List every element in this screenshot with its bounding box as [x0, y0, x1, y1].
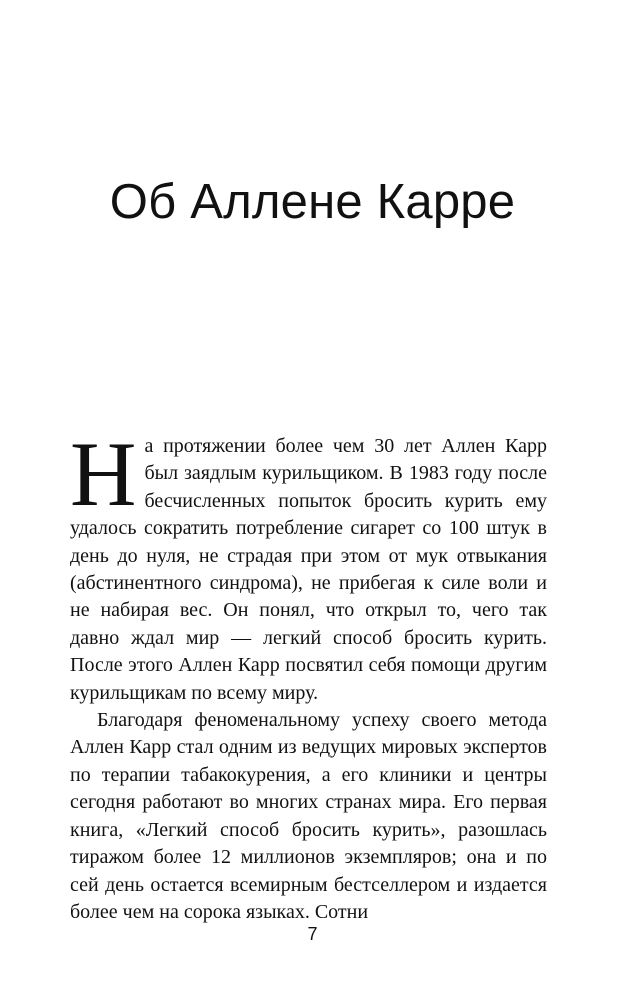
body-text: [70, 423, 547, 926]
page-title: Об Аллене Карре: [109, 175, 516, 229]
page-number: 7: [307, 924, 318, 944]
paragraph-1: [70, 423, 547, 707]
paragraph-1-text: а протяжении более чем 30 лет Аллен Карр был заядлым курильщиком. В 1983 году после бесчисленных попыток бросить курить ему удалось сократить потребление сигарет со 100 штук в день до нуля, не страдая при этом от мук отвыкания (абстинентного синдрома), не прибегая к силе воли и не набирая вес. Он понял, что открыл то, чего так давно ждал мир — легкий способ бросить курить. После этого Аллен Карр посвятил себя помощи другим курильщикам по всему миру.: [70, 435, 547, 704]
drop-cap: Н: [70, 423, 137, 525]
paragraph-2: Благодаря феноменальному успеху своего метода Аллен Карр стал одним из ведущих мировых экспертов по терапии табакокурения, а его клиники и центры сегодня работают во многих странах мира. Его первая книга, «Легкий способ бросить курить», разошлась тиражом более 12 миллионов экземпляров; она и по сей день остается всемирным бестселлером и издается более чем на сорока языках. Сотни: [70, 709, 547, 923]
